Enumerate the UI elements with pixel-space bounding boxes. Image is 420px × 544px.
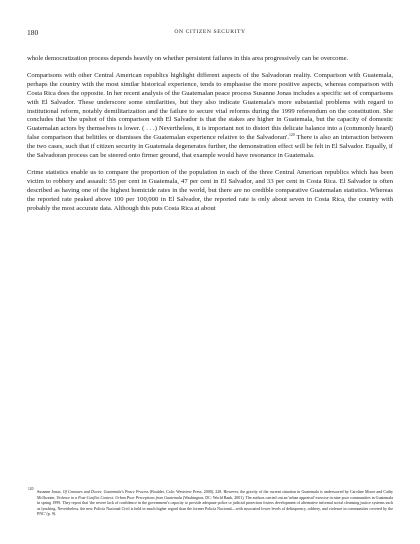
footnote-report-title: Violence in a Post-Conflict Context: Urban Poor Perceptions from Guatemala (56, 494, 182, 500)
footnote-book-title: Of Centaurs and Doves: Guatemala's Peace Process (62, 489, 149, 494)
running-head: ON CITIZEN SECURITY (174, 29, 246, 35)
paragraph-2: Comparisons with other Central American republics highlight different aspects of the Salvadoran reality. Comparison with Guatemala, perhaps the country with the most similar historical experience, tends to emphasise the more positive aspects, whereas comparison with Costa Rica does the opposite. In her recent analysis of the Guatemalan peace process Susanne Jonas includes a specific set of comparisons with El Salvador. These underscore some similarities, but they also indicate Guatemala's more substantial problems with regard to institutional reform, notably demilitarization and the failure to secure vital reforms during the 1999 referendum on the constitution. She concludes that 'the upshot of this comparison with El Salvador is that the stakes are higher in Guatemala, but the capacity of domestic Guatemalan actors by themselves is lower. ( . . .) Nevertheless, it is important not to distort this delicate balance into a (commonly heard) false comparison that belittles or dismisses the Guatemalan experience relative to the Salvadoran'.$^{120}$ There is also an interaction between the two cases, such that if citizen security in Guatemala degenerates further, the demonstration effect will be felt in El Salvador. Equally, if the Salvadoran process can be steered onto firmer ground, that example would have resonance in Guatemala. (27, 71, 393, 160)
footnote-marker: 120 (28, 487, 34, 491)
footnote: Susanne Jonas, Of Centaurs and Doves: Guatemala's Peace Process (Boulder, Colo: Westview Press, 2000), 228. However, the gravity of the current situation in Guatemala is underscored by Caroline Moser and Cathy McIlwaine, Violence in a Post-Conflict Context: Urban Poor Perceptions from Guatemala (Washington, DC: World Bank, 2001). The authors carried out an 'urban appraisal' exercise in nine poor communities in Guatemala in spring 1999. They report that 'the severe lack of confidence in the government's capacity to provide adequate police or judicial protection fosters development of alternative informal social cleansing justice systems such as lynching. Nevertheless, the new Policía Nacional Civil is held in much higher regard than the former Policía Nacional—with associated lower levels of delinquency, robbery, and violence in communities covered by the PNC' (p. 9). (37, 489, 394, 516)
footnote-reference[interactable]: 120 (288, 133, 295, 138)
paragraph-3: Crime statistics enable us to compare the proportion of the population in each of the three Central American republics which has been victim to robbery and assault: 55 per cent in Guatemala, 47 per cent in El Salvador, and 33 per cent in Costa Rica. El Salvador is often described as having one of the highest homicide rates in the world, but there are no credible comparative Guatemalan statistics. Whereas the reported rate peaked above 100 per 100,000 in El Salvador, the reported rate is only about seven in Costa Rica, the country with probably the most accurate data. Although this puts Costa Rica at about (27, 168, 393, 212)
paragraph-1: whole democratization process depends heavily on whether persistent failures in this area progressively can be overcome. (27, 55, 349, 62)
page-number: 180 (27, 28, 39, 37)
body-text (27, 55, 393, 222)
